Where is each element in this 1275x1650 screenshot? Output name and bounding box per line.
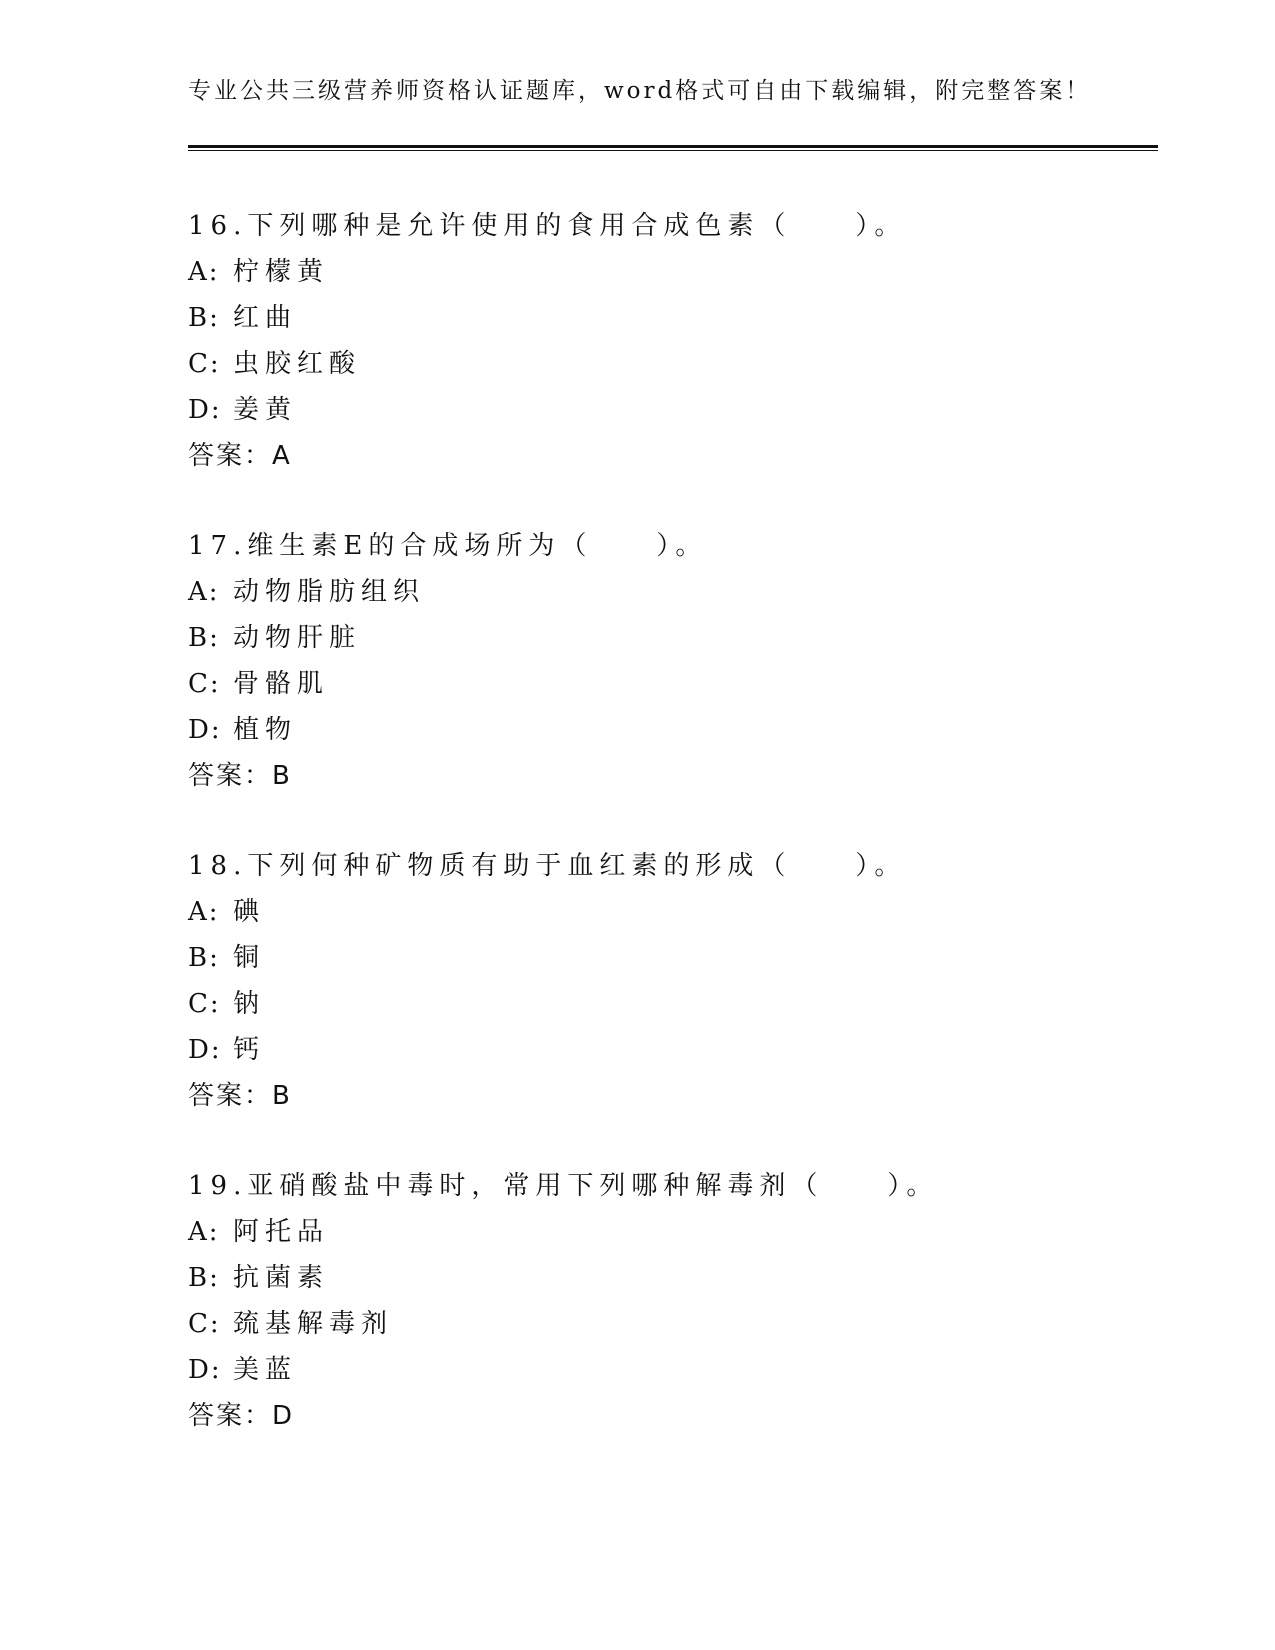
- option-b: [188, 1255, 1128, 1301]
- question-18: [188, 843, 1128, 1119]
- header-rule-thick: [188, 145, 1158, 148]
- header-rule-thin: [188, 150, 1158, 151]
- option-c: [188, 981, 1128, 1027]
- question-16: [188, 203, 1128, 479]
- answer-line: 答案：D: [188, 1401, 295, 1431]
- option-letter: C:: [188, 1309, 221, 1339]
- option-text: 巯基解毒剂: [233, 1309, 394, 1339]
- option-letter: A:: [188, 257, 220, 287]
- option-b: [188, 295, 1128, 341]
- option-letter: D:: [188, 1355, 222, 1385]
- option-a: [188, 1209, 1128, 1255]
- option-letter: B:: [188, 623, 220, 653]
- question-stem: 16.下列哪种是允许使用的食用合成色素（ ）。: [188, 211, 907, 241]
- answer-line: 答案：B: [188, 761, 292, 791]
- option-d: [188, 387, 1128, 433]
- option-text: 钙: [233, 1035, 266, 1065]
- option-c: [188, 661, 1128, 707]
- option-text: 抗菌素: [233, 1263, 330, 1293]
- option-text: 铜: [233, 943, 266, 973]
- option-text: 柠檬黄: [233, 257, 330, 287]
- question-stem: 18.下列何种矿物质有助于血红素的形成（ ）。: [188, 851, 907, 881]
- answer-line: 答案：B: [188, 1081, 292, 1111]
- question-stem: 19.亚硝酸盐中毒时，常用下列哪种解毒剂（ ）。: [188, 1171, 939, 1201]
- option-text: 骨骼肌: [233, 669, 330, 699]
- option-text: 红曲: [233, 303, 298, 333]
- option-letter: A:: [188, 577, 220, 607]
- option-letter: B:: [188, 303, 220, 333]
- option-text: 阿托品: [233, 1217, 330, 1247]
- option-a: [188, 889, 1128, 935]
- option-d: [188, 1347, 1128, 1393]
- option-d: [188, 1027, 1128, 1073]
- option-c: [188, 341, 1128, 387]
- option-letter: D:: [188, 395, 222, 425]
- option-text: 钠: [233, 989, 266, 1019]
- answer-line: 答案：A: [188, 441, 292, 471]
- question-17: [188, 523, 1128, 799]
- document-header: 专业公共三级营养师资格认证题库，word格式可自由下载编辑，附完整答案！: [188, 78, 1092, 104]
- option-a: [188, 569, 1128, 615]
- option-b: [188, 615, 1128, 661]
- option-letter: B:: [188, 1263, 220, 1293]
- option-text: 动物肝脏: [233, 623, 362, 653]
- option-letter: A:: [188, 897, 220, 927]
- option-letter: D:: [188, 1035, 222, 1065]
- question-19: [188, 1163, 1128, 1439]
- option-letter: B:: [188, 943, 220, 973]
- option-letter: C:: [188, 349, 221, 379]
- option-c: [188, 1301, 1128, 1347]
- option-a: [188, 249, 1128, 295]
- option-text: 美蓝: [233, 1355, 298, 1385]
- option-letter: A:: [188, 1217, 220, 1247]
- option-text: 碘: [233, 897, 266, 927]
- question-stem: 17.维生素E的合成场所为（ ）。: [188, 531, 708, 561]
- option-letter: C:: [188, 989, 221, 1019]
- option-text: 姜黄: [233, 395, 298, 425]
- option-d: [188, 707, 1128, 753]
- option-b: [188, 935, 1128, 981]
- option-letter: D:: [188, 715, 222, 745]
- option-letter: C:: [188, 669, 221, 699]
- option-text: 虫胶红酸: [233, 349, 362, 379]
- option-text: 植物: [233, 715, 298, 745]
- option-text: 动物脂肪组织: [233, 577, 426, 607]
